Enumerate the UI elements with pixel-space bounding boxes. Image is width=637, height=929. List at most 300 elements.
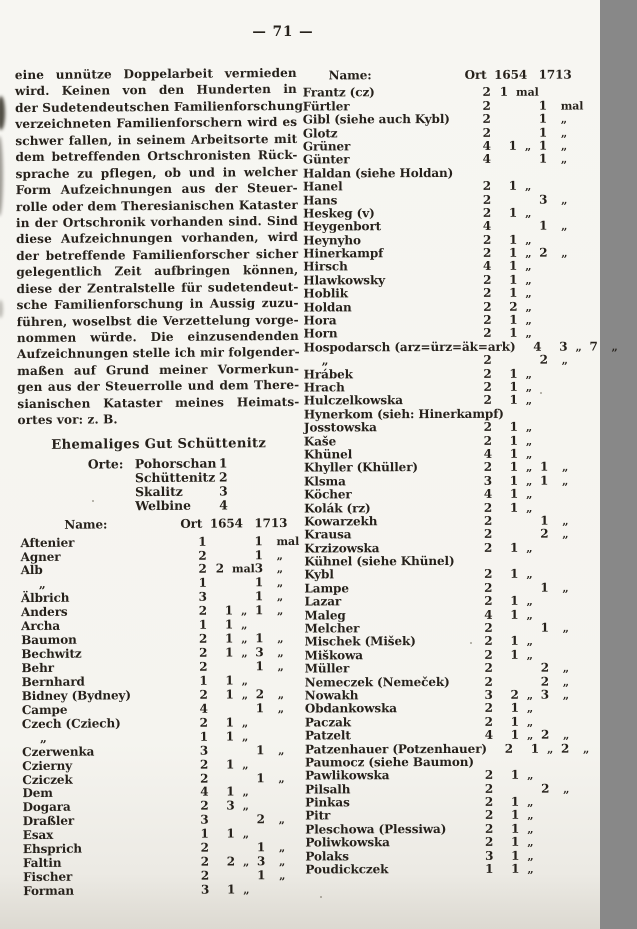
- value-cell: [491, 260, 539, 274]
- count: 1: [539, 218, 548, 233]
- table-row: [302, 528, 586, 542]
- table-row: [303, 782, 587, 796]
- count-unit: „: [241, 618, 248, 632]
- ort-cell: 2: [482, 178, 492, 193]
- paragraph-line: rolle oder dem Theresianischen Kataster: [15, 197, 298, 214]
- count: 1: [254, 533, 263, 548]
- name-cell: „: [38, 577, 46, 592]
- table-row: [303, 836, 587, 850]
- name-cell: Archa: [21, 618, 61, 634]
- count: 1: [255, 631, 264, 646]
- name-cell: Hospodarsch (arz=ürz=äk=ark): [303, 339, 516, 355]
- name-cell: Obdankowska: [304, 701, 397, 716]
- name-cell: Kowarzekh: [304, 514, 378, 529]
- value-cell: [257, 869, 303, 883]
- ort-cell: 1: [198, 576, 207, 591]
- left-column: [15, 65, 304, 899]
- paragraph-line: sprache zu pflegen, ob und in welcher: [15, 164, 298, 181]
- table-row: [303, 849, 587, 863]
- name-cell: Heskeg (v): [303, 206, 375, 221]
- ort-cell: 2: [483, 433, 492, 448]
- paragraph-line: gen aus der Steuerrolle und dem There-: [17, 378, 300, 395]
- count-unit: „: [525, 260, 532, 274]
- count-unit: „: [241, 646, 248, 660]
- value-cell: [208, 674, 256, 688]
- count-unit: mal: [560, 99, 584, 113]
- count: 1: [509, 460, 519, 475]
- ort-cell: 3: [200, 812, 209, 827]
- ort-cell: 2: [482, 98, 491, 113]
- count-unit: „: [526, 635, 533, 649]
- count: 1: [225, 756, 235, 772]
- value-cell: [492, 541, 540, 555]
- count: 1: [509, 393, 518, 408]
- scan-smudge: [0, 300, 3, 318]
- count: 1: [225, 645, 234, 660]
- count-unit: „: [526, 541, 533, 555]
- name-cell: Fischer: [23, 869, 73, 885]
- ort-cell: 2: [483, 513, 493, 528]
- count: 1: [225, 729, 235, 744]
- right-name-table: [301, 85, 618, 877]
- count: 1: [224, 631, 234, 646]
- value-cell: [209, 855, 257, 869]
- ort-cell: 2: [484, 714, 493, 729]
- name-cell: Krzizowska: [304, 540, 380, 556]
- name-cell: Patzelt: [304, 728, 351, 743]
- name-cell: Behr: [21, 660, 54, 676]
- count: 1: [508, 245, 518, 260]
- table-row: [20, 702, 302, 718]
- count: 1: [538, 98, 548, 113]
- value-cell: [208, 688, 256, 702]
- ort-cell: 2: [200, 868, 210, 883]
- name-cell: Hulczelkowska: [303, 393, 403, 408]
- name-cell: Hans: [303, 192, 338, 208]
- name-cell: Josstowska: [303, 420, 377, 435]
- count-unit: „: [527, 769, 534, 783]
- count-unit: „: [524, 139, 532, 153]
- value-cell: [491, 140, 539, 154]
- count-unit: „: [525, 447, 533, 461]
- ort-cell: 2: [484, 620, 493, 635]
- name-cell: Paczak: [304, 715, 351, 730]
- count: 1: [226, 784, 235, 799]
- count: 3: [559, 339, 568, 354]
- scan-smudge: [0, 96, 5, 130]
- count-unit: „: [562, 621, 569, 635]
- value-cell: [492, 595, 540, 609]
- count-unit: „: [560, 112, 568, 126]
- orte-list: [18, 456, 300, 514]
- count: 2: [540, 526, 549, 541]
- ort-cell: 2: [483, 286, 492, 301]
- count-unit: „: [561, 193, 568, 207]
- count: 3: [255, 645, 264, 660]
- count-unit: „: [527, 862, 534, 876]
- ort-cell: 2: [484, 768, 494, 783]
- ort-cell: 2: [482, 192, 492, 207]
- right-column: [301, 64, 618, 877]
- ort-cell: 2: [485, 835, 494, 850]
- count-unit: „: [525, 233, 532, 247]
- ort-cell: 2: [484, 580, 493, 595]
- col-header-1713: 1713: [538, 67, 572, 82]
- value-cell: [541, 675, 587, 689]
- ort-cell: 2: [199, 645, 208, 660]
- count-unit: „: [242, 757, 249, 771]
- scan-smudge: [0, 136, 3, 216]
- count-unit: „: [524, 179, 532, 193]
- value-cell: [542, 340, 590, 354]
- count-unit: „: [277, 687, 284, 701]
- value-cell: [492, 421, 540, 435]
- table-row: [303, 822, 587, 836]
- name-cell: Lazar: [304, 594, 342, 609]
- name-cell: Dem: [22, 786, 53, 801]
- value-cell: [493, 863, 541, 877]
- name-cell: Kaše: [303, 433, 337, 449]
- count-unit: „: [527, 795, 534, 809]
- paragraph-line: ortes vor: z. B.: [17, 412, 118, 428]
- count: 1: [224, 617, 234, 632]
- count-unit: „: [560, 139, 568, 153]
- orte-name: Welbine: [135, 497, 192, 513]
- ort-cell: 4: [484, 727, 493, 743]
- count: 1: [540, 580, 549, 595]
- count: 1: [255, 659, 264, 674]
- name-cell: Hynerkom (sieh: Hinerkampf): [303, 406, 504, 422]
- name-cell: Nemeczek (Nemeček): [304, 674, 450, 690]
- ort-cell: 1: [199, 729, 209, 744]
- table-row: [19, 660, 301, 676]
- count: 1: [510, 794, 520, 809]
- ort-cell: 2: [483, 393, 492, 408]
- count-unit: „: [276, 576, 284, 590]
- ort-cell: 2: [482, 85, 491, 100]
- name-cell: Köcher: [304, 487, 352, 502]
- count: 1: [225, 687, 234, 702]
- name-cell: Campe: [21, 702, 68, 717]
- count-unit: „: [527, 849, 534, 863]
- ort-cell: 2: [484, 808, 494, 823]
- count: 1: [509, 500, 519, 515]
- count: 1: [509, 272, 518, 287]
- count-unit: „: [525, 327, 532, 341]
- table-row: [303, 702, 587, 716]
- count: 2: [510, 687, 519, 702]
- value-cell: [256, 771, 302, 785]
- table-row: [302, 581, 586, 595]
- col-header-ort: Ort: [180, 516, 203, 531]
- table-row: [301, 314, 585, 328]
- col-header-1713: 1713: [254, 515, 288, 530]
- ort-cell: 2: [483, 527, 493, 542]
- count-unit: „: [560, 152, 568, 166]
- ort-cell: 2: [482, 232, 492, 247]
- value-cell: [539, 113, 585, 127]
- ort-cell: 2: [482, 112, 491, 127]
- name-cell: Grüner: [302, 139, 351, 154]
- count-unit: „: [562, 728, 570, 742]
- count-unit: „: [241, 688, 248, 702]
- value-cell: [491, 180, 539, 194]
- count: 1: [226, 882, 236, 897]
- name-cell: Dogara: [22, 800, 71, 815]
- name-cell: Miškowa: [304, 648, 363, 663]
- value-cell: [513, 742, 561, 756]
- count-unit: „: [241, 729, 249, 744]
- name-cell: Forman: [23, 883, 75, 899]
- count: 1: [254, 589, 264, 604]
- count: 3: [540, 687, 550, 702]
- name-cell: Esax: [22, 828, 54, 843]
- table-row: [303, 796, 587, 810]
- paragraph-line: führen, woselbst die Verzettelung vorge-: [16, 312, 299, 329]
- name-cell: Bechwitz: [21, 646, 82, 662]
- table-row: [301, 260, 585, 274]
- count: 1: [510, 808, 520, 823]
- count-unit: „: [241, 632, 248, 646]
- paragraph-line: sianischen Kataster meines Heimats-: [17, 394, 300, 411]
- value-cell: [539, 193, 585, 207]
- ort-cell: 2: [484, 661, 493, 676]
- ort-cell: 3: [484, 687, 493, 702]
- col-header-1654: 1654: [494, 67, 528, 82]
- value-cell: [256, 702, 302, 716]
- count-unit: „: [561, 353, 568, 367]
- name-cell: Fürtler: [302, 99, 350, 114]
- value-cell: [492, 327, 540, 341]
- count: 1: [254, 575, 264, 590]
- count: 1: [254, 547, 263, 562]
- value-cell: [539, 126, 585, 140]
- col-header-ort: Ort: [464, 67, 487, 82]
- ort-cell: 2: [483, 312, 492, 327]
- value-cell: [492, 488, 540, 502]
- count: 1: [538, 151, 548, 167]
- ort-cell: 2: [482, 205, 492, 220]
- count: 7: [589, 339, 598, 354]
- value-cell: [492, 434, 540, 448]
- col-header-name: Name:: [328, 68, 372, 83]
- name-cell: Aftenier: [20, 535, 75, 550]
- name-cell: Lampe: [304, 581, 349, 596]
- ort-cell: 2: [200, 771, 209, 786]
- table-row: [21, 883, 303, 899]
- ort-cell: 2: [199, 715, 208, 730]
- count-unit: „: [241, 716, 249, 730]
- count: 1: [254, 603, 264, 618]
- ort-cell: 4: [482, 219, 492, 234]
- name-cell: Gibl (siehe auch Kybl): [302, 112, 450, 127]
- ort-cell: 2: [483, 379, 492, 394]
- count-unit: „: [562, 581, 569, 595]
- value-cell: [491, 86, 539, 100]
- count-unit: „: [527, 822, 534, 836]
- name-cell: Patzenhauer (Potzenhauer): [304, 741, 488, 757]
- value-cell: [257, 855, 303, 869]
- count: 1: [508, 205, 518, 220]
- count-unit: „: [561, 246, 568, 260]
- name-cell: Ehsprich: [22, 841, 83, 857]
- name-cell: Poliwkowska: [305, 835, 390, 850]
- value-cell: [255, 548, 301, 562]
- name-cell: Kühnel (siehe Khünel): [304, 554, 455, 569]
- count: 1: [509, 285, 518, 301]
- table-row: [302, 595, 586, 609]
- ort-cell: 2: [484, 821, 494, 836]
- ort-cell: 2: [484, 701, 493, 716]
- count: 1: [225, 673, 234, 688]
- value-cell: [561, 742, 607, 756]
- value-cell: [256, 744, 302, 758]
- name-cell: Cziczek: [22, 772, 73, 787]
- paragraph-line: Aufzeichnungen stelle ich mir folgender-: [16, 345, 300, 362]
- table-row: [302, 434, 586, 448]
- count: 1: [509, 473, 519, 488]
- name-cell: Hora: [303, 313, 337, 328]
- count: 1: [539, 459, 549, 474]
- count: 1: [509, 486, 519, 501]
- name-cell: Bidney (Bydney): [21, 688, 132, 703]
- ort-cell: 2: [484, 634, 493, 649]
- value-cell: [207, 646, 255, 660]
- count: 2: [226, 854, 236, 869]
- count: 2: [255, 687, 264, 702]
- orte-name: Schüttenitz: [134, 469, 216, 485]
- table-row: [302, 367, 586, 381]
- table-row: [302, 354, 586, 368]
- count-unit: „: [562, 661, 569, 675]
- paragraph-line: maßen auf Grund meiner Vormerkun-: [17, 361, 300, 378]
- col-header-name: Name:: [64, 517, 108, 532]
- paragraph-line: der Sudetendeutschen Familienforschung: [15, 98, 304, 115]
- name-cell: Hrábek: [303, 366, 353, 382]
- ort-cell: 2: [484, 674, 493, 689]
- name-cell: Günter: [302, 152, 350, 167]
- left-table-header: [18, 517, 300, 533]
- name-cell: Poudickczek: [305, 862, 389, 877]
- ort-cell: 4: [483, 446, 492, 461]
- count: 2: [560, 741, 570, 756]
- name-cell: Hinerkampf: [303, 246, 384, 261]
- count: 1: [509, 419, 518, 434]
- count-unit: „: [526, 648, 533, 662]
- count-unit: „: [546, 742, 554, 756]
- name-cell: Horn: [303, 326, 338, 341]
- count-unit: „: [525, 273, 532, 287]
- value-cell: [493, 648, 541, 662]
- ort-cell: 2: [483, 460, 493, 475]
- count-unit: „: [526, 594, 533, 608]
- table-row: [301, 273, 585, 287]
- count: 2: [256, 812, 265, 827]
- name-cell: Bernhard: [21, 674, 85, 690]
- count-unit: „: [276, 548, 283, 562]
- value-cell: [539, 153, 585, 167]
- count-unit: „: [525, 420, 533, 434]
- count: 1: [540, 620, 549, 635]
- value-cell: [492, 501, 540, 515]
- value-cell: [254, 534, 300, 548]
- name-cell: Melcher: [304, 621, 360, 636]
- ort-cell: 4: [482, 138, 491, 153]
- count: 1: [538, 138, 548, 153]
- value-cell: [493, 635, 541, 649]
- name-cell: Müller: [304, 661, 350, 676]
- ort-cell: 2: [483, 326, 492, 341]
- count-unit: „: [562, 675, 569, 689]
- value-cell: [493, 809, 541, 823]
- name-cell: Hirsch: [303, 259, 348, 274]
- count: 1: [257, 868, 266, 883]
- name-cell: Pitr: [305, 808, 331, 823]
- orte-row: [18, 498, 300, 514]
- count: 3: [539, 192, 548, 207]
- orte-number: 4: [219, 497, 228, 513]
- name-cell: Czierny: [22, 758, 73, 773]
- ort-cell: 4: [199, 701, 208, 716]
- value-cell: [493, 729, 541, 743]
- orte-label: Orte:: [87, 455, 124, 472]
- count: 1: [509, 326, 518, 341]
- count: 1: [510, 701, 519, 716]
- value-cell: [541, 729, 587, 743]
- value-cell: [255, 646, 301, 660]
- count: 1: [510, 714, 519, 729]
- ort-cell: 2: [484, 594, 493, 609]
- ort-cell: 2: [483, 500, 493, 515]
- table-row: [19, 604, 301, 620]
- name-cell: Czech (Cziech): [21, 716, 121, 731]
- section-heading: Ehemaliges Gut Schüttenitz: [51, 435, 267, 453]
- paragraph-line: nommen würde. Die einzusendenden: [16, 328, 299, 346]
- count-unit: „: [525, 206, 532, 220]
- ort-cell: 4: [484, 607, 493, 622]
- table-row: [303, 863, 587, 877]
- ort-cell: 2: [484, 647, 493, 662]
- right-table-header: [301, 69, 585, 83]
- paragraph-line: Form Aufzeichnungen aus der Steuer-: [15, 180, 298, 198]
- table-row: [301, 287, 585, 301]
- count-unit: „: [276, 590, 284, 604]
- count-unit: „: [525, 286, 532, 300]
- ort-cell: 2: [484, 567, 493, 582]
- count-unit: mal: [276, 534, 300, 548]
- count-unit: „: [277, 701, 285, 715]
- value-cell: [541, 782, 587, 796]
- count-unit: mal: [516, 86, 539, 100]
- name-cell: Anders: [20, 604, 68, 620]
- ort-cell: 2: [482, 125, 491, 140]
- table-row: [21, 813, 303, 829]
- ort-cell: 3: [198, 589, 207, 605]
- count-unit: „: [562, 474, 569, 488]
- count-unit: „: [526, 728, 534, 742]
- page-number: — 71 —: [252, 24, 314, 40]
- count-unit: „: [525, 461, 533, 475]
- count: 1: [509, 379, 518, 394]
- ort-cell: 1: [198, 534, 207, 549]
- count: 2: [215, 561, 225, 576]
- name-cell: Krausa: [304, 527, 352, 542]
- name-cell: Klsma: [304, 474, 346, 489]
- paragraph-line: in der Ortschronik vorhanden sind. Sind: [15, 213, 299, 231]
- table-row: [303, 688, 587, 702]
- value-cell: [255, 604, 301, 618]
- value-cell: [209, 827, 257, 841]
